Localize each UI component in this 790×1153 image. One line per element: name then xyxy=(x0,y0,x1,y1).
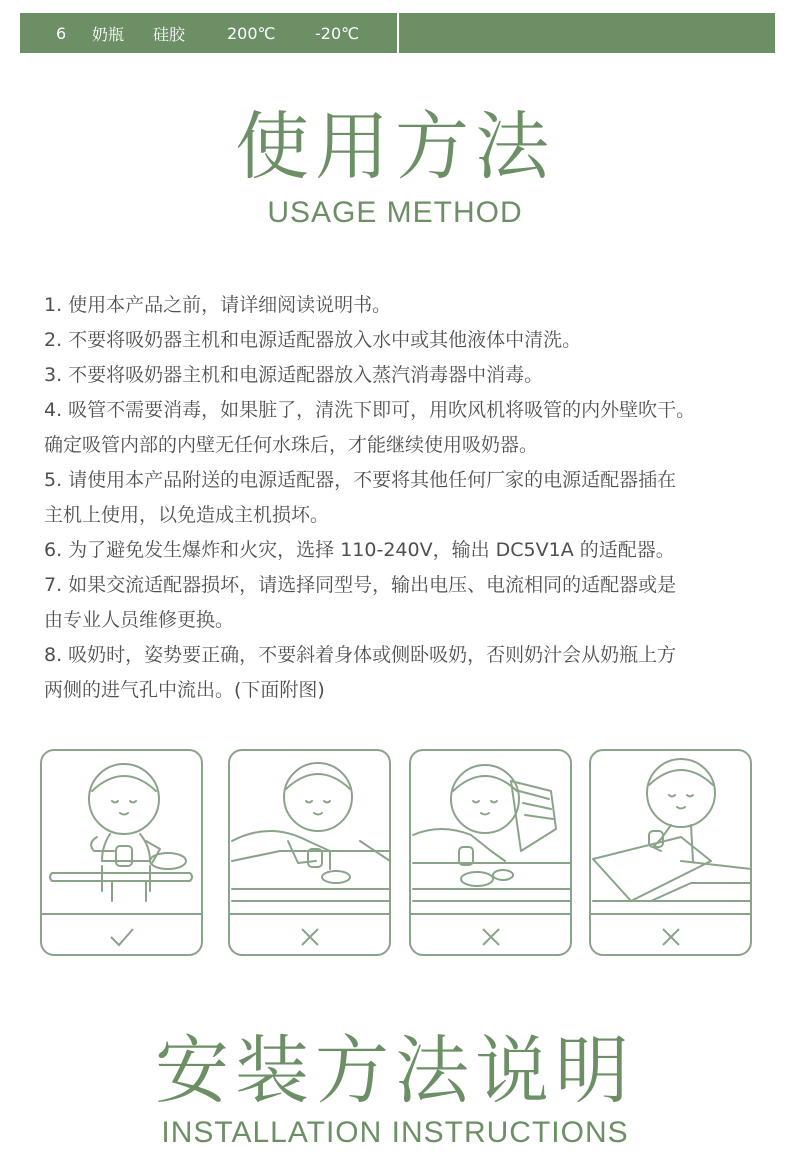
usage-instructions xyxy=(44,288,764,708)
install-subtitle: INSTALLATION INSTRUCTIONS xyxy=(161,1116,629,1149)
cross-icon xyxy=(660,926,682,948)
row-part-name: 奶瓶 xyxy=(92,24,125,44)
posture-panel-leaning-on-bed xyxy=(228,749,391,956)
instruction-line: 1. 使用本产品之前，请详细阅读说明书。 xyxy=(44,294,392,316)
instruction-line: 2. 不要将吸奶器主机和电源适配器放入水中或其他液体中清洗。 xyxy=(44,329,582,351)
row-divider xyxy=(397,13,399,53)
row-index: 6 xyxy=(56,23,67,43)
usage-title: 使用方法 xyxy=(235,104,555,190)
posture-panel-reclining-sideways xyxy=(589,749,752,956)
posture-mark xyxy=(591,913,750,956)
posture-mark xyxy=(42,913,201,956)
usage-subtitle: USAGE METHOD xyxy=(267,196,523,229)
posture-panel-lying-on-pillow xyxy=(409,749,572,956)
install-title: 安装方法说明 xyxy=(155,1028,635,1114)
instruction-line: 两侧的进气孔中流出。(下面附图) xyxy=(44,679,325,701)
instruction-line: 6. 为了避免发生爆炸和火灾，选择 110-240V，输出 DC5V1A 的适配器。 xyxy=(44,539,675,561)
instruction-line: 7. 如果交流适配器损坏，请选择同型号，输出电压、电流相同的适配器或是 xyxy=(44,574,677,596)
reclining-person-illustration xyxy=(591,751,752,913)
instruction-line: 主机上使用，以免造成主机损坏。 xyxy=(44,504,330,526)
instruction-line: 4. 吸管不需要消毒，如果脏了，清洗下即可，用吹风机将吸管的内外壁吹干。 xyxy=(44,399,696,421)
row-max-temp: 200℃ xyxy=(227,23,276,43)
row-min-temp: -20℃ xyxy=(315,23,360,43)
posture-mark xyxy=(230,913,389,956)
sitting-person-illustration xyxy=(42,751,203,913)
leaning-person-illustration xyxy=(230,751,391,913)
cross-icon xyxy=(480,926,502,948)
instruction-line: 确定吸管内部的内壁无任何水珠后，才能继续使用吸奶器。 xyxy=(44,434,539,456)
instruction-line: 3. 不要将吸奶器主机和电源适配器放入蒸汽消毒器中消毒。 xyxy=(44,364,544,386)
previous-row-fragment xyxy=(0,0,790,8)
material-table-row xyxy=(20,13,775,53)
instruction-line: 8. 吸奶时，姿势要正确，不要斜着身体或侧卧吸奶，否则奶汁会从奶瓶上方 xyxy=(44,644,677,666)
posture-mark xyxy=(411,913,570,956)
row-material: 硅胶 xyxy=(153,24,186,44)
instruction-line: 由专业人员维修更换。 xyxy=(44,609,235,631)
posture-panel-sitting-upright xyxy=(40,749,203,956)
cross-icon xyxy=(299,926,321,948)
instruction-line: 5. 请使用本产品附送的电源适配器，不要将其他任何厂家的电源适配器插在 xyxy=(44,469,677,491)
lying-person-illustration xyxy=(411,751,572,913)
check-icon xyxy=(109,926,135,948)
